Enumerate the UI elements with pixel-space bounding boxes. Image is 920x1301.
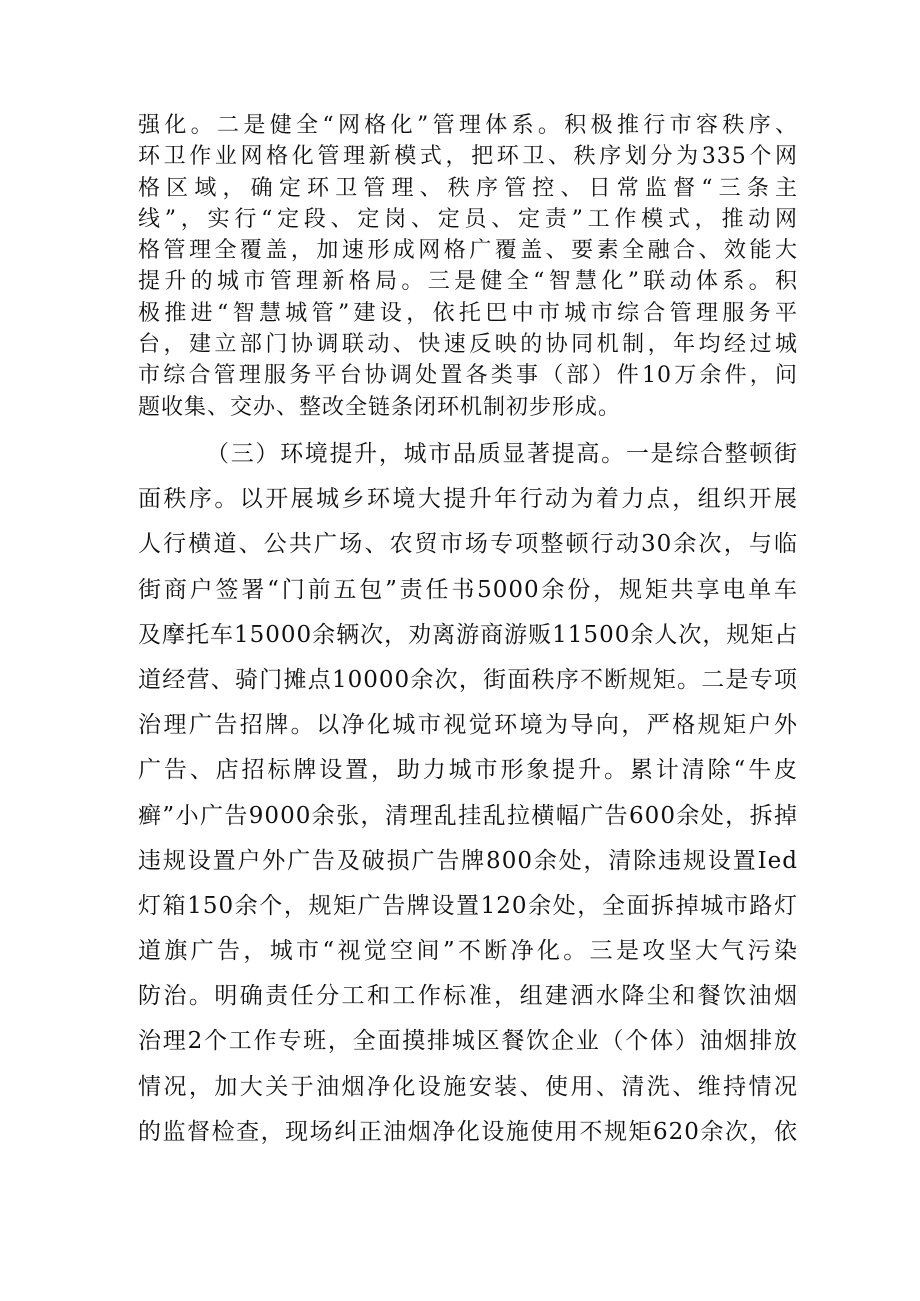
text-line: 提升的城市管理新格局。三是健全“智慧化”联动体系。积 [138,269,798,295]
text-line: 广告、店招标牌设置，助力城市形象提升。累计清除“牛皮 [138,757,798,784]
text-line: 题收集、交办、整改全链条闭环机制初步形成。 [138,394,622,420]
text-line: 违规设置户外广告及破损广告牌800余处，清除违规设置Ied [138,847,798,874]
text-line: 情况，加大关于油烟净化设施安装、使用、清洗、维持情况 [138,1073,798,1100]
text-line: 格区域，确定环卫管理、秩序管控、日常监督“三条主 [138,175,798,201]
text-line: 面秩序。以开展城乡环境大提升年行动为着力点，组织开展 [138,486,798,513]
text-line: 治理广告招牌。以净化城市视觉环境为导向，严格规矩户外 [138,712,798,739]
text-line: 治理2个工作专班，全面摸排城区餐饮企业（个体）油烟排放 [138,1028,798,1055]
text-line: 道旗广告，城市“视觉空间”不断净化。三是攻坚大气污染 [138,938,798,965]
paragraph-environment-improvement [138,432,798,1155]
text-line: 灯箱150余个，规矩广告牌设置120余处，全面拆掉城市路灯 [138,892,798,919]
text-line: 的监督检查，现场纠正油烟净化设施使用不规矩620余次，依 [138,1118,798,1145]
text-line: 及摩托车15000余辆次，劝离游商游贩11500余人次，规矩占 [138,621,798,648]
text-line: 环卫作业网格化管理新模式，把环卫、秩序划分为335个网 [138,144,798,170]
text-line: 道经营、骑门摊点10000余次，街面秩序不断规矩。二是专项 [138,666,798,693]
text-line: 防治。明确责任分工和工作标准，组建洒水降尘和餐饮油烟 [138,983,798,1010]
text-line: 人行横道、公共广场、农贸市场专项整顿行动30余次，与临 [138,531,798,558]
section-heading-line: （三）环境提升，城市品质显著提高。一是综合整顿街 [206,441,798,467]
text-line: 市综合管理服务平台协调处置各类事（部）件10万余件，问 [138,363,798,389]
text-line: 线”，实行“定段、定岗、定员、定责”工作模式，推动网 [138,206,798,232]
text-line: 格管理全覆盖，加速形成网格广覆盖、要素全融合、效能大 [138,238,798,264]
text-line: 强化。二是健全“网格化”管理体系。积极推行市容秩序、 [138,113,798,138]
text-line: 台，建立部门协调联动、快速反映的协同机制，年均经过城 [138,332,798,358]
paragraph-grid-and-smart-management [138,110,798,423]
text-line: 癣”小广告9000余张，清理乱挂乱拉横幅广告600余处，拆掉 [138,802,798,829]
text-line: 街商户签署“门前五包”责任书5000余份，规矩共享电单车 [138,576,798,603]
text-line: 极推进“智慧城管”建设，依托巴中市城市综合管理服务平 [138,300,798,326]
